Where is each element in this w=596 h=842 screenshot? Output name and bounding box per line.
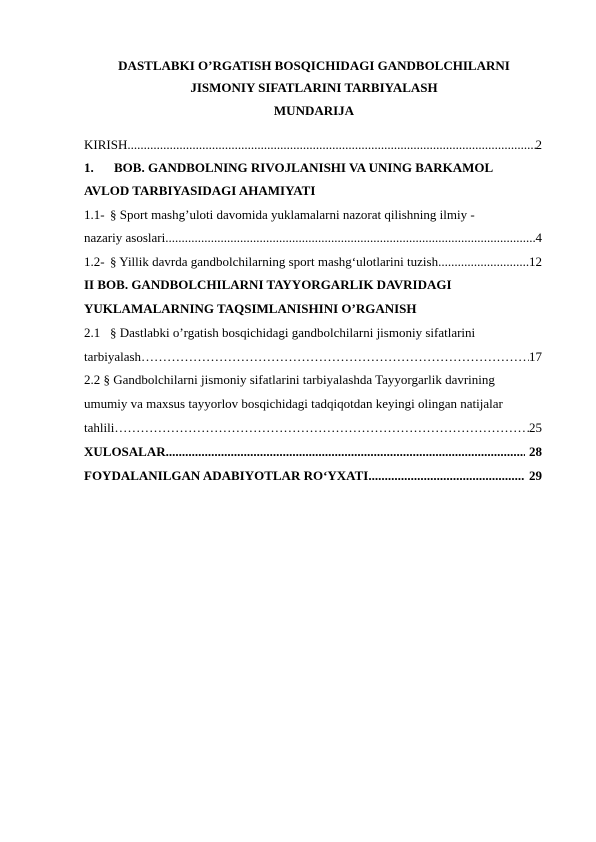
toc-page-number: 17 bbox=[529, 349, 542, 364]
toc-section-2-2-line-3[interactable] bbox=[84, 420, 542, 436]
toc-leader-dots bbox=[166, 444, 525, 460]
toc-section-title: § Sport mashg’uloti davomida yuklamalarni nazorat qilishning ilmiy - bbox=[110, 207, 475, 222]
toc-chapter-1-line-1[interactable] bbox=[84, 160, 542, 176]
toc-chapter-title: BOB. GANDBOLNING RIVOJLANISHI VA UNING BARKAMOL bbox=[114, 160, 494, 175]
toc-leader-dots bbox=[127, 137, 535, 153]
toc-leader-dots bbox=[141, 349, 529, 365]
toc-page-number: 29 bbox=[529, 468, 542, 483]
toc-entry-label: XULOSALAR bbox=[84, 444, 166, 459]
toc-page-number: 4 bbox=[535, 230, 542, 245]
document-title-line-2: JISMONIY SIFATLARINI TARBIYALASH bbox=[190, 80, 438, 95]
toc-page-number: 2 bbox=[535, 137, 542, 152]
toc-leader-dots bbox=[114, 420, 529, 436]
toc-chapter-number: 1. bbox=[84, 160, 94, 175]
toc-heading: MUNDARIJA bbox=[273, 103, 355, 118]
toc-chapter-2-line-1[interactable]: II BOB. GANDBOLCHILARNI TAYYORGARLIK DAVRIDAGI bbox=[84, 277, 452, 292]
toc-entry-kirish[interactable] bbox=[84, 137, 542, 153]
toc-chapter-1-line-2: AVLOD TARBIYASIDAGI AHAMIYATI bbox=[84, 183, 316, 198]
toc-section-number: 1.1- bbox=[84, 207, 105, 222]
toc-section-2-1-line-2[interactable] bbox=[84, 349, 542, 365]
toc-leader-dots bbox=[438, 254, 529, 270]
toc-page-number: 28 bbox=[529, 444, 542, 459]
toc-entry-label bbox=[84, 254, 438, 270]
toc-page-number: 25 bbox=[529, 420, 542, 435]
toc-section-1-1-line-1[interactable] bbox=[84, 207, 542, 223]
toc-leader-dots bbox=[165, 230, 535, 246]
toc-section-1-2[interactable] bbox=[84, 254, 542, 270]
toc-page-number: 12 bbox=[529, 254, 542, 269]
toc-leader-dots bbox=[368, 468, 525, 484]
toc-entry-label: tarbiyalash bbox=[84, 349, 142, 364]
toc-section-2-2-line-1[interactable]: 2.2 § Gandbolchilarni jismoniy sifatlarini tarbiyalashda Tayyorgarlik davrining bbox=[84, 372, 495, 387]
toc-section-number: 2.1 bbox=[84, 325, 101, 340]
toc-chapter-2-line-2: YUKLAMALARNING TAQSIMLANISHINI O’RGANISH bbox=[84, 301, 417, 316]
toc-entry-label: FOYDALANILGAN ADABIYOTLAR RO‘YXATI bbox=[84, 468, 369, 483]
toc-section-2-1-line-1[interactable] bbox=[84, 325, 542, 341]
toc-entry-xulosalar[interactable] bbox=[84, 444, 542, 460]
toc-entry-label: KIRISH bbox=[84, 137, 128, 152]
document-title-line-1: DASTLABKI O’RGATISH BOSQICHIDAGI GANDBOLCHILARNI bbox=[118, 58, 510, 73]
toc-entry-adabiyotlar[interactable] bbox=[84, 468, 542, 484]
toc-entry-label: tahlili bbox=[84, 420, 115, 435]
toc-entry-label: nazariy asoslari bbox=[84, 230, 166, 245]
toc-section-title: § Yillik davrda gandbolchilarning sport mashg‘ulotlarini tuzish bbox=[110, 254, 439, 269]
toc-section-number: 1.2- bbox=[84, 254, 105, 269]
toc-section-title: § Dastlabki o’rgatish bosqichidagi gandbolchilarni jismoniy sifatlarini bbox=[110, 325, 476, 340]
toc-section-2-2-line-2: umumiy va maxsus tayyorlov bosqichidagi tadqiqotdan keyingi olingan natijalar bbox=[84, 396, 503, 411]
toc-section-1-1-line-2[interactable] bbox=[84, 230, 542, 246]
